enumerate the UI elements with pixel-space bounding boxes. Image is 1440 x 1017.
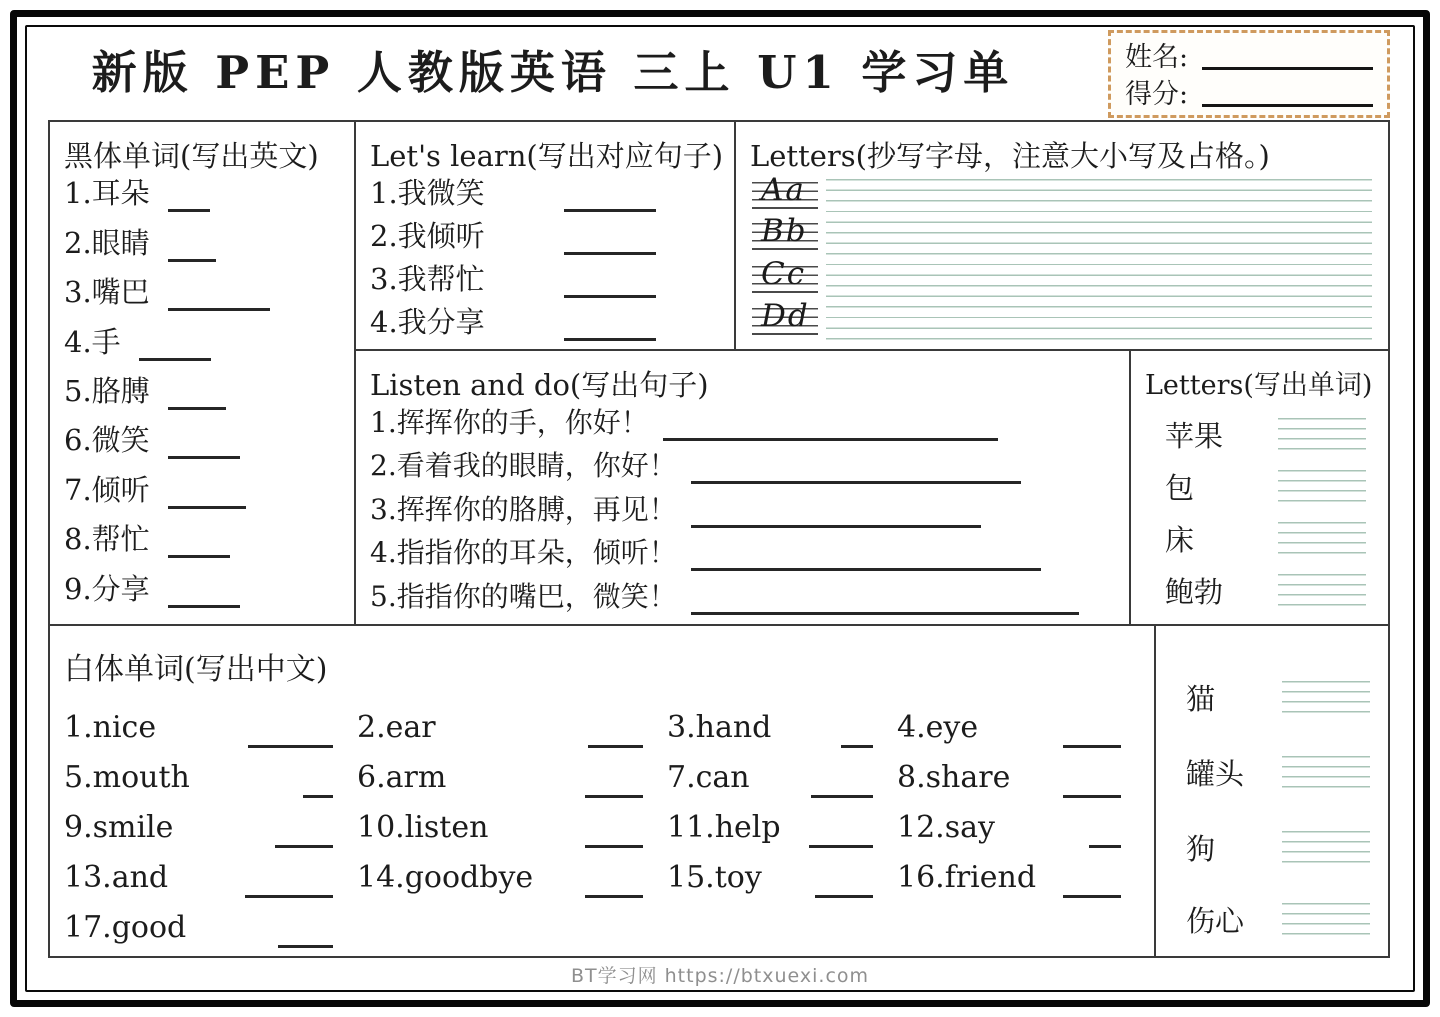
bold-words-list [50, 163, 354, 608]
list-item [50, 163, 354, 212]
name-blank-line [1202, 47, 1373, 70]
blank-line [139, 324, 211, 361]
word-cell [897, 858, 1145, 898]
section-lets-learn [354, 120, 736, 351]
word-label: 3.嘴巴 [64, 275, 150, 310]
blank-line [564, 175, 656, 212]
blank-line [1063, 709, 1121, 748]
word-label: 1.nice [64, 710, 157, 745]
word-label: 9.smile [64, 810, 174, 845]
word-cell [897, 758, 1145, 798]
blank-line [1063, 859, 1121, 898]
word-label: 10.listen [357, 810, 489, 845]
blank-line [691, 447, 1021, 484]
section-letters-copy [734, 120, 1390, 351]
word-cell [357, 758, 667, 798]
list-item [356, 571, 1129, 615]
list-item [50, 558, 354, 607]
word-label: 8.帮忙 [64, 522, 150, 557]
white-words-heading: 白体单词(写出中文) [64, 652, 328, 687]
blank-line [815, 859, 873, 898]
word-label: 16.friend [897, 860, 1037, 895]
word-label: 包 [1165, 470, 1195, 505]
blank-line [245, 859, 333, 898]
table-row [64, 748, 1148, 798]
blank-line [564, 304, 656, 341]
word-label: 床 [1165, 522, 1195, 557]
table-row [64, 898, 1148, 948]
section-listen-and-do [354, 349, 1131, 626]
word-label: 狗 [1186, 831, 1216, 866]
sentence-label: 4.我分享 [370, 305, 485, 339]
word-cell [667, 758, 897, 798]
blank-line [168, 373, 226, 410]
word-cell [357, 808, 667, 848]
word-label: 15.toy [667, 860, 762, 895]
sentence-label: 2.看着我的眼睛，你好！ [370, 449, 677, 483]
listen-do-list [356, 397, 1129, 615]
letters-words-heading: Letters(写出单词) [1145, 370, 1373, 401]
sentence-label: 4.指指你的耳朵，倾听！ [370, 536, 677, 570]
writing-staff [1278, 574, 1366, 606]
letter-sample: Aa [761, 172, 806, 208]
letter-staff [752, 298, 818, 335]
list-item [356, 212, 734, 255]
writing-staff [1282, 756, 1370, 788]
word-cell [357, 708, 667, 748]
list-item [1131, 466, 1388, 506]
word-label: 伤心 [1186, 903, 1245, 938]
section-bottom-words [1154, 624, 1390, 958]
sentence-label: 2.我倾听 [370, 219, 485, 253]
sentence-label: 3.挥挥你的胳膊，再见！ [370, 492, 677, 526]
word-label: 1.耳朵 [64, 176, 150, 211]
lets-learn-list [356, 169, 734, 341]
blank-line [811, 759, 873, 798]
word-label: 鲍勃 [1165, 574, 1224, 609]
word-label: 13.and [64, 860, 169, 895]
word-label: 猫 [1186, 681, 1216, 716]
blank-line [168, 422, 240, 459]
letter-sample: Cc [761, 256, 807, 292]
word-label: 4.eye [897, 710, 979, 745]
word-label: 5.胳膊 [64, 373, 150, 408]
list-item [1156, 752, 1388, 792]
blank-line [585, 859, 643, 898]
blank-line [168, 175, 210, 212]
blank-line [168, 274, 270, 311]
writing-staff [1278, 470, 1366, 502]
watermark-footer: BT学习网 https://btxuexi.com [570, 965, 870, 987]
section-letters-words [1129, 349, 1390, 626]
word-label: 11.help [667, 810, 781, 845]
word-cell [667, 708, 897, 748]
list-item [356, 169, 734, 212]
letters-copy-heading: Letters(抄写字母，注意大小写及占格。) [750, 139, 1270, 173]
word-label: 12.say [897, 810, 995, 845]
score-row [1125, 75, 1373, 112]
word-label: 2.ear [357, 710, 436, 745]
sentence-label: 3.我帮忙 [370, 262, 485, 296]
letter-staff [752, 172, 818, 209]
word-label: 9.分享 [64, 571, 150, 606]
blank-line [564, 218, 656, 255]
ruled-writing-area [826, 179, 1372, 347]
bold-words-heading: 黑体单词(写出英文) [64, 139, 319, 173]
page-title: 新版 PEP 人教版英语 三上 U1 学习单 [91, 46, 1015, 99]
word-label: 8.share [897, 760, 1011, 795]
word-label: 苹果 [1165, 418, 1224, 453]
list-item [1156, 899, 1388, 939]
list-item [50, 410, 354, 459]
name-row [1125, 38, 1373, 75]
section-white-words [48, 624, 1156, 958]
blank-line [168, 571, 240, 608]
writing-staff [1282, 681, 1370, 713]
list-item [356, 298, 734, 341]
lets-learn-heading: Let's learn(写出对应句子) [370, 139, 724, 173]
word-cell [897, 808, 1145, 848]
list-item [50, 262, 354, 311]
letter-sample: Dd [761, 298, 810, 334]
blank-line [275, 809, 333, 848]
word-cell [64, 758, 357, 798]
list-item [356, 484, 1129, 528]
list-item [1156, 677, 1388, 717]
listen-do-heading: Listen and do(写出句子) [370, 368, 709, 402]
list-item [356, 397, 1129, 441]
word-cell [64, 808, 357, 848]
word-label: 2.眼睛 [64, 225, 150, 260]
word-label: 3.hand [667, 710, 772, 745]
blank-line [585, 809, 643, 848]
blank-line [168, 472, 246, 509]
word-label: 5.mouth [64, 760, 190, 795]
blank-line [663, 404, 998, 441]
blank-line [841, 709, 873, 748]
word-cell [64, 908, 357, 948]
blank-line [303, 759, 333, 798]
blank-line [691, 578, 1079, 615]
word-label: 7.can [667, 760, 750, 795]
writing-staff [1282, 831, 1370, 863]
letter-sample: Bb [761, 213, 808, 249]
writing-staff [1278, 418, 1366, 450]
letter-staff [752, 213, 818, 250]
word-label: 14.goodbye [357, 860, 534, 895]
sentence-label: 5.指指你的嘴巴，微笑！ [370, 579, 677, 613]
word-label: 6.微笑 [64, 423, 150, 458]
word-label: 7.倾听 [64, 472, 150, 507]
blank-line [168, 225, 216, 262]
word-cell [64, 858, 357, 898]
writing-staff [1278, 522, 1366, 554]
list-item [50, 361, 354, 410]
list-item [356, 255, 734, 298]
word-cell [64, 708, 357, 748]
list-item [1131, 414, 1388, 454]
blank-line [585, 759, 643, 798]
table-row [64, 798, 1148, 848]
blank-line [1063, 759, 1121, 798]
letter-staff [752, 256, 818, 293]
score-blank-line [1202, 84, 1373, 107]
word-label: 6.arm [357, 760, 447, 795]
name-label: 姓名: [1125, 42, 1189, 73]
word-cell [357, 858, 667, 898]
table-row [64, 848, 1148, 898]
word-cell [667, 858, 897, 898]
blank-line [691, 491, 981, 528]
list-item [1131, 570, 1388, 610]
score-label: 得分: [1125, 79, 1189, 110]
blank-line [564, 261, 656, 298]
list-item [1156, 827, 1388, 867]
white-words-grid [64, 698, 1148, 948]
blank-line [248, 709, 333, 748]
word-label: 17.good [64, 910, 187, 945]
blank-line [1089, 809, 1121, 848]
blank-line [809, 809, 873, 848]
list-item [356, 528, 1129, 572]
blank-line [278, 909, 333, 948]
blank-line [691, 534, 1041, 571]
writing-staff [1282, 903, 1370, 935]
list-item [356, 441, 1129, 485]
sentence-label: 1.我微笑 [370, 176, 485, 210]
list-item [50, 311, 354, 360]
section-bold-words [48, 120, 356, 626]
word-cell [667, 808, 897, 848]
blank-line [588, 709, 643, 748]
list-item [50, 212, 354, 261]
list-item [50, 509, 354, 558]
word-label: 罐头 [1186, 756, 1245, 791]
list-item [50, 459, 354, 508]
sentence-label: 1.挥挥你的手，你好！ [370, 405, 649, 439]
word-cell [897, 708, 1145, 748]
word-label: 4.手 [64, 324, 121, 359]
name-score-box [1108, 30, 1390, 118]
table-row [64, 698, 1148, 748]
blank-line [168, 521, 230, 558]
list-item [1131, 518, 1388, 558]
